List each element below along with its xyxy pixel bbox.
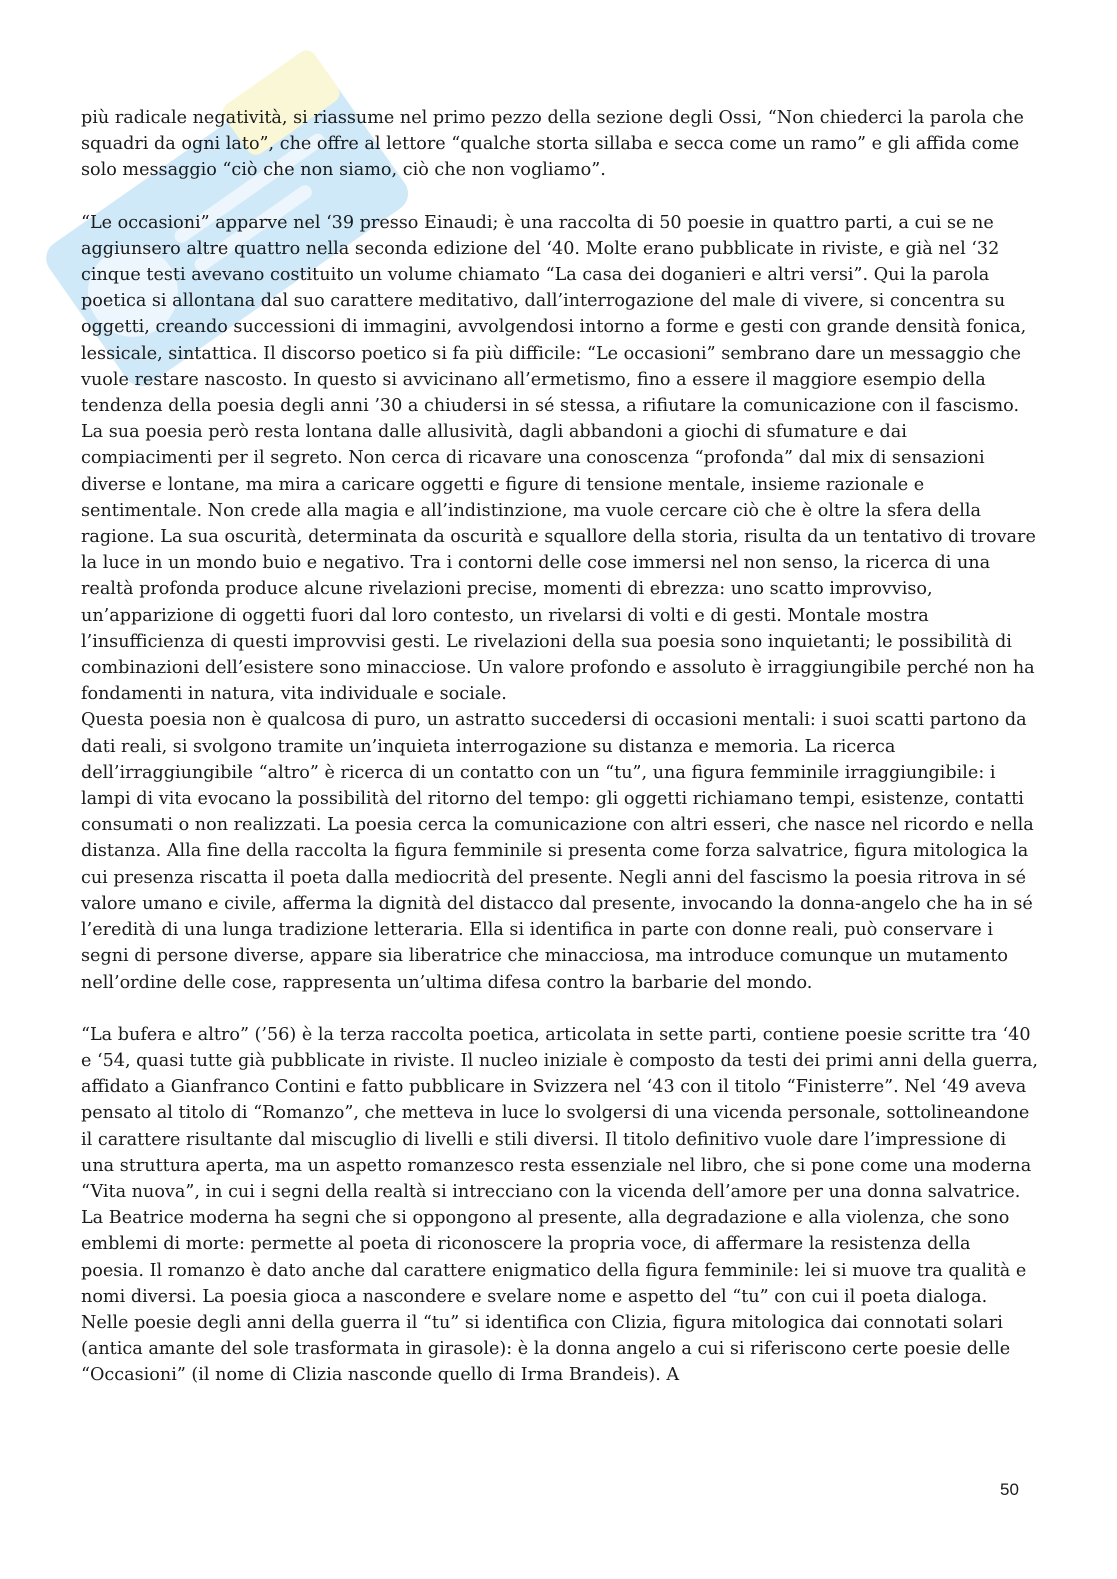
paragraph-beatrice-moderna: La Beatrice moderna ha segni che si oppongono al presente, alla degradazione e alla violenza, che sono emblemi di morte: permette al poeta di riconoscere la propria voce, di affermare la resistenza della poesia. Il romanzo è dato anche dal carattere enigmatico della figura femminile: lei si muove tra qualità e nomi diversi. La poesia gioca a nascondere e svelare nome e aspetto del “tu” con cui il poeta dialoga. Nelle poesie degli anni della guerra il “tu” si identifica con Clizia, figura mitologica dai connotati solari (antica amante del sole trasformata in girasole): è la donna angelo a cui si riferiscono certe poesie delle “Occasioni” (il nome di Clizia nasconde quello di Irma Brandeis). A (81, 1208, 1027, 1386)
paragraph-le-occasioni: “Le occasioni” apparve nel ‘39 presso Einaudi; è una raccolta di 50 poesie in quattro parti, a cui se ne aggiunsero altre quattro nella seconda edizione del ‘40. Molte erano pubblicate in riviste, e già nel ‘32 cinque testi avevano costituito un volume chiamato “La casa dei doganieri e altri versi”. Qui la parola poetica si allontana dal suo carattere meditativo, dall’interrogazione del male di vivere, si concentra su oggetti, creando successioni di immagini, avvolgendosi intorno a forme e gesti con grande densità fonica, lessicale, sintattica. Il discorso poetico si fa più difficile: “Le occasioni” sembrano dare un messaggio che vuole restare nascosto. In questo si avvicinano all’ermetismo, fino a essere il maggiore esempio della tendenza della poesia degli anni ’30 a chiudersi in sé stessa, a rifiutare la comunicazione con il fascismo. La sua poesia però resta lontana dalle allusività, dagli abbandoni a giochi di sfumature e dai compiacimenti per il segreto. Non cerca di ricavare una conoscenza “profonda” dal mix di sensazioni diverse e lontane, ma mira a caricare oggetti e figure di tensione mentale, insieme razionale e sentimentale. Non crede alla magia e all’indistinzione, ma vuole cercare ciò che è oltre la sfera della ragione. La sua oscurità, determinata da oscurità e squallore della storia, risulta da un tentativo di trovare la luce in un mondo buio e negativo. Tra i contorni delle cose immersi nel non senso, la ricerca di una realtà profonda produce alcune rivelazioni precise, momenti di ebrezza: uno scatto improvviso, un’apparizione di oggetti fuori dal loro contesto, un rivelarsi di volti e di gesti. Montale mostra l’insufficienza di questi improvvisi gesti. Le rivelazioni della sua poesia sono inquietanti; le possibilità di combinazioni dell’esistere sono minacciose. Un valore profondo e assoluto è irraggiungibile perché non ha fondamenti in natura, vita individuale e sociale. (81, 212, 1036, 705)
paragraph-la-bufera-e-altro: “La bufera e altro” (’56) è la terza raccolta poetica, articolata in sette parti, contiene poesie scritte tra ‘40 e ‘54, quasi tutte già pubblicate in riviste. Il nucleo iniziale è composto da testi dei primi anni della guerra, affidato a Gianfranco Contini e fatto pubblicare in Svizzera nel ‘43 con il titolo “Finisterre”. Nel ‘49 aveva pensato al titolo di “Romanzo”, che metteva in luce lo svolgersi di una vicenda personale, sottolineandone il carattere risultante dal miscuglio di livelli e stili diversi. Il titolo definitivo vuole dare l’impressione di una struttura aperta, ma un aspetto romanzesco resta essenziale nel libro, che si pone come una moderna “Vita nuova”, in cui i segni della realtà si intrecciano con la vicenda dell’amore per una donna salvatrice. (81, 1024, 1038, 1202)
paragraph-ossi-conclusion: più radicale negatività, si riassume nel primo pezzo della sezione degli Ossi, “Non chiederci la parola che squadri da ogni lato”, che offre al lettore “qualche storta sillaba e secca come un ramo” e gli affida come solo messaggio “ciò che non siamo, ciò che non vogliamo”. (81, 108, 1024, 181)
page-number: 50 (1000, 1480, 1019, 1499)
document-body (81, 105, 1038, 1389)
paragraph-poesia-occasioni-mentali: Questa poesia non è qualcosa di puro, un astratto succedersi di occasioni mentali: i suoi scatti partono da dati reali, si svolgono tramite un’inquieta interrogazione su distanza e memoria. La ricerca dell’irraggiungibile “altro” è ricerca di un contatto con un “tu”, una figura femminile irraggiungibile: i lampi di vita evocano la possibilità del ritorno del tempo: gli oggetti richiamano tempi, esistenze, contatti consumati o non realizzati. La poesia cerca la comunicazione con altri esseri, che nasce nel ricordo e nella distanza. Alla fine della raccolta la figura femminile si presenta come forza salvatrice, figura mitologica la cui presenza riscatta il poeta dalla mediocrità del presente. Negli anni del fascismo la poesia ritrova in sé valore umano e civile, afferma la dignità del distacco dal presente, invocando la donna-angelo che ha in sé l’eredità di una lunga tradizione letteraria. Ella si identifica in parte con donne reali, può conservare i segni di persone diverse, appare sia liberatrice che minacciosa, ma introduce comunque un mutamento nell’ordine delle cose, rappresenta un’ultima difesa contro la barbarie del mondo. (81, 710, 1034, 993)
paragraph-gap (81, 996, 1038, 1022)
paragraph-gap (81, 184, 1038, 210)
